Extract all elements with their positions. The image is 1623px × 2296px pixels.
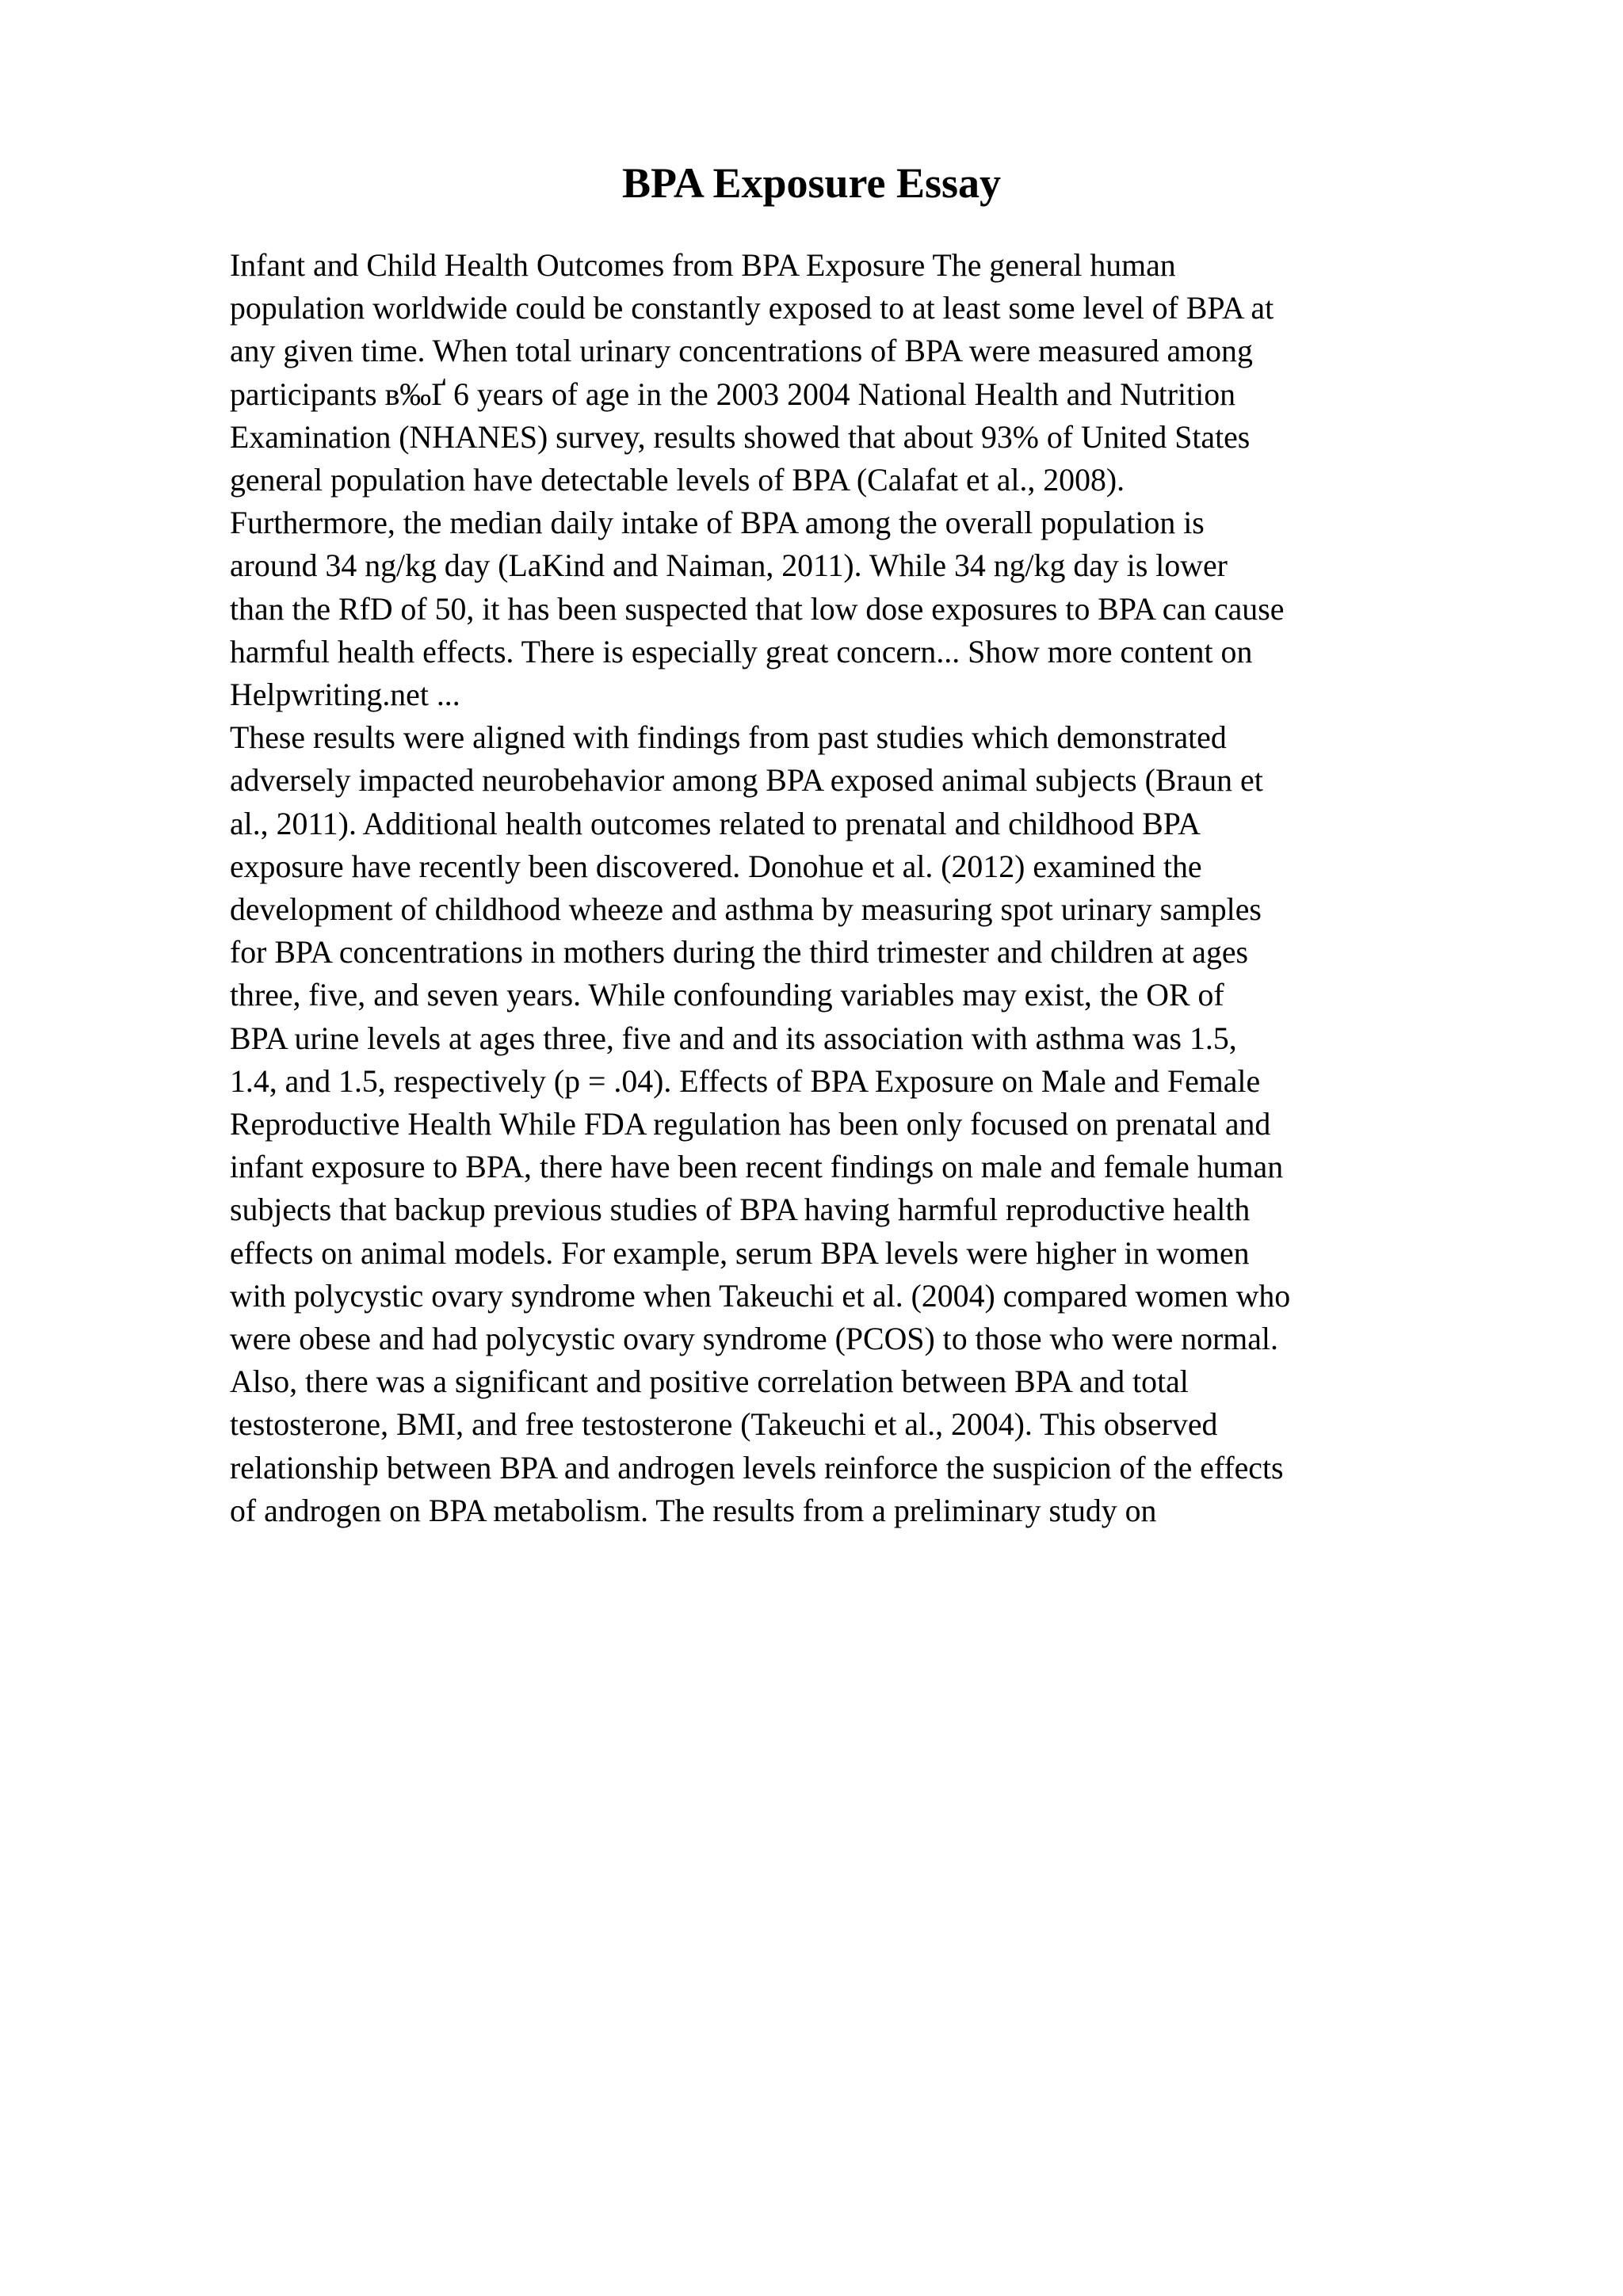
text-line: These results were aligned with findings from past studies which demonstrated [230, 720, 1227, 756]
text-line: general population have detectable levels of BPA (Calafat et al., 2008). [230, 463, 1125, 498]
text-line: development of childhood wheeze and asthma by measuring spot urinary samples [230, 892, 1262, 928]
text-line: around 34 ng/kg day (LaKind and Naiman, 2011). While 34 ng/kg day is lower [230, 548, 1228, 584]
text-line: BPA urine levels at ages three, five and and its association with asthma was 1.5, [230, 1020, 1237, 1056]
text-line: subjects that backup previous studies of BPA having harmful reproductive health [230, 1192, 1251, 1228]
text-line: for BPA concentrations in mothers during the third trimester and children at ages [230, 935, 1249, 971]
paragraph-1 [230, 244, 1498, 716]
text-line: participants в‰Ґ 6 years of age in the 2003 2004 National Health and Nutrition [230, 376, 1235, 412]
document-title: BPA Exposure Essay [621, 159, 1002, 207]
text-line: Furthermore, the median daily intake of BPA among the overall population is [230, 505, 1205, 541]
text-line: of androgen on BPA metabolism. The results from a preliminary study on [230, 1493, 1157, 1528]
text-line: al., 2011). Additional health outcomes related to prenatal and childhood BPA [230, 806, 1201, 841]
text-line: Examination (NHANES) survey, results showed that about 93% of United States [230, 419, 1251, 455]
text-line: than the RfD of 50, it has been suspected that low dose exposures to BPA can cause [230, 591, 1285, 627]
text-line: Infant and Child Health Outcomes from BPA Exposure The general human [230, 248, 1176, 283]
text-line: relationship between BPA and androgen levels reinforce the suspicion of the effects [230, 1450, 1284, 1486]
text-line: any given time. When total urinary concentrations of BPA were measured among [230, 334, 1253, 369]
text-line: harmful health effects. There is especially great concern... Show more content on [230, 634, 1253, 669]
text-line: Reproductive Health While FDA regulation has been only focused on prenatal and [230, 1107, 1271, 1142]
text-line: three, five, and seven years. While confounding variables may exist, the OR of [230, 978, 1224, 1013]
text-line: adversely impacted neurobehavior among BPA exposed animal subjects (Braun et [230, 763, 1263, 799]
paragraph-2 [230, 716, 1498, 1532]
text-line: Also, there was a significant and positive correlation between BPA and total [230, 1364, 1189, 1400]
text-line: effects on animal models. For example, serum BPA levels were higher in women [230, 1235, 1250, 1271]
document-body [230, 244, 1498, 1532]
text-line: with polycystic ovary syndrome when Takeuchi et al. (2004) compared women who [230, 1278, 1291, 1314]
text-line: 1.4, and 1.5, respectively (p = .04). Effects of BPA Exposure on Male and Female [230, 1063, 1261, 1099]
text-line: population worldwide could be constantly exposed to at least some level of BPA at [230, 291, 1274, 326]
text-line: exposure have recently been discovered. Donohue et al. (2012) examined the [230, 849, 1202, 884]
text-line: Helpwriting.net ... [230, 677, 460, 713]
text-line: infant exposure to BPA, there have been recent findings on male and female human [230, 1150, 1284, 1185]
text-line: were obese and had polycystic ovary syndrome (PCOS) to those who were normal. [230, 1322, 1278, 1357]
text-line: testosterone, BMI, and free testosterone (Takeuchi et al., 2004). This observed [230, 1407, 1218, 1443]
